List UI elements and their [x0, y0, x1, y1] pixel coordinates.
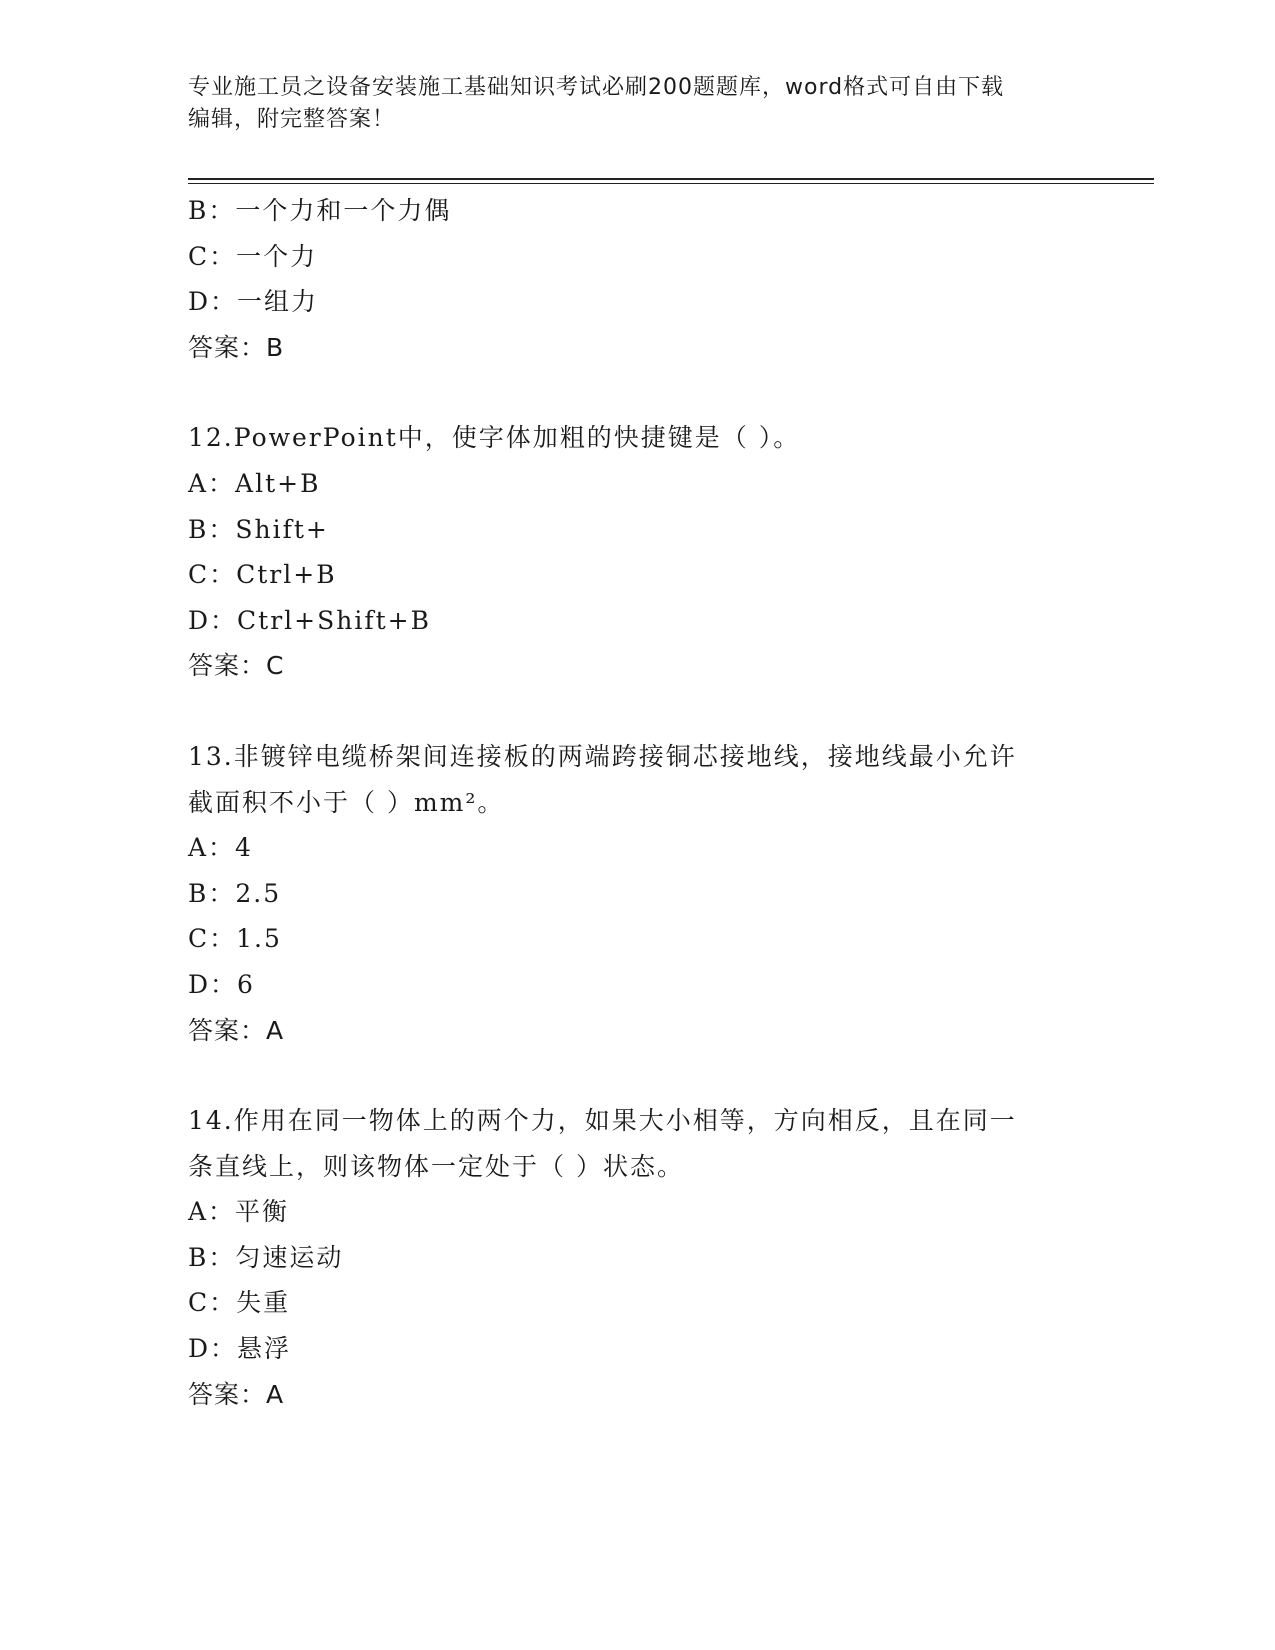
question-list: [188, 188, 1088, 1417]
option-c: C：失重: [188, 1288, 291, 1318]
option-b: B：一个力和一个力偶: [188, 196, 452, 225]
question-stem: 12.PowerPoint中，使字体加粗的快捷键是（ ）。: [188, 423, 801, 453]
option-c: C：1.5: [188, 924, 282, 954]
header-divider-thin: [188, 183, 1154, 184]
header-divider-thick: [188, 178, 1154, 180]
question-stem-line-1: 14.作用在同一物体上的两个力，如果大小相等，方向相反，且在同一: [188, 1106, 1017, 1136]
answer: 答案：A: [188, 1379, 285, 1409]
document-header: [188, 72, 1088, 136]
spacer: [188, 689, 1088, 734]
answer: 答案：B: [188, 332, 285, 362]
option-c: C：一个力: [188, 241, 318, 271]
header-line-1: 专业施工员之设备安装施工基础知识考试必刷200题题库，word格式可自由下载: [188, 75, 1005, 100]
option-a: A：平衡: [188, 1197, 290, 1227]
option-a: A：4: [188, 833, 253, 863]
answer: 答案：A: [188, 1015, 285, 1045]
question-12: [188, 415, 1088, 689]
question-11: [188, 188, 1088, 370]
question-14: [188, 1098, 1088, 1417]
question-13: [188, 734, 1088, 1053]
spacer: [188, 370, 1088, 415]
option-a: A：Alt+B: [188, 468, 321, 498]
option-d: D：悬浮: [188, 1334, 292, 1364]
option-c: C：Ctrl+B: [188, 560, 337, 590]
option-d: D：Ctrl+Shift+B: [188, 605, 431, 635]
option-b: B：匀速运动: [188, 1242, 344, 1272]
option-b: B：Shift+: [188, 514, 329, 544]
question-stem-line-2: 截面积不小于（ ）mm²。: [188, 787, 505, 817]
option-d: D：6: [188, 969, 255, 999]
spacer: [188, 1053, 1088, 1098]
answer: 答案：C: [188, 651, 285, 681]
question-stem-line-2: 条直线上，则该物体一定处于（ ）状态。: [188, 1151, 684, 1181]
header-line-2: 编辑，附完整答案！: [188, 107, 396, 132]
option-d: D：一组力: [188, 287, 319, 317]
question-stem-line-1: 13.非镀锌电缆桥架间连接板的两端跨接铜芯接地线，接地线最小允许: [188, 741, 1017, 771]
option-b: B：2.5: [188, 878, 282, 908]
